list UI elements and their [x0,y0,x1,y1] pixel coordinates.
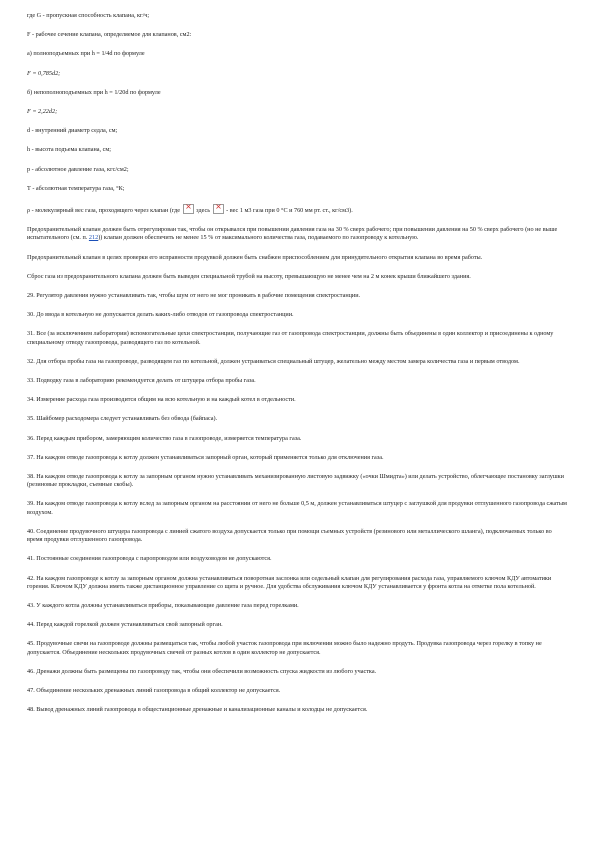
paragraph-39: 39. На каждом отводе газопровода к котлу вслед за запорным органом на расстоянии от него не больше 0,5 м, должен устанавливаться штуцер с заглушкой для продувки отглушенного газопровода сжатым воздухом. [27,500,567,516]
paragraph-37: 37. На каждом отводе газопровода к котлу должен устанавливаться запорный орган, который применяется только для отключения газа. [27,453,384,461]
paragraph-44: 44. Перед каждой горелкой должен устанавливаться свой запорный орган. [27,621,223,629]
def-b: б) непополноподъемных при h = 1/20d по формуле [27,88,161,96]
paragraph-30: 30. До ввода в котельную не допускается делать каких-либо отводов от газопровода спектростанции. [27,311,294,319]
paragraph-40: 40. Соединение продувочного штуцера газопровода с линией сжатого воздуха допускается только при помощи съемных устройств (резинового или металлического шланга), подключаемых только во время продувки отглушенного газопровода. [27,527,552,544]
paragraph-32: 32. Для отбора пробы газа на газопроводе, разводящем газ по котельной, должен устраиваться специальный штуцер, желательно между местом замера количества газа и первым отводом. [27,357,520,365]
document-page [27,12,567,725]
broken-image-icon [183,204,194,214]
broken-image-icon [213,204,224,214]
def-f: F - рабочее сечение клапана, определяемое для клапанов, см2: [27,31,192,39]
def-d: d - внутренний диаметр седла, см; [27,127,118,135]
def-p: р - абсолютное давление газа, кгс/см2; [27,165,129,173]
def-h: h - высота подъема клапана, см; [27,146,111,154]
paragraph-valve-setting: Предохранительный клапан должен быть отрегулирован так, чтобы он открывался при повышении давления газа на 30 % сверх рабочего; при повышении давления на 50 % сверх рабочего (но не выше испытательного (см. п. 212)) клапан должен обеспечить не менее 15 % от максимального количества газа, подаваемого по газопроводу к котельную. [27,226,558,242]
paragraph-34: 34. Измерение расхода газа производится общим на всю котельную и на каждый котел в отдельности. [27,396,296,404]
def-a: а) полноподъемных при h = 1/4d по формуле [27,50,145,58]
paragraph-47: 47. Объединение нескольких дренажных линий газопровода в общий коллектор не допускается. [27,686,281,694]
paragraph-42: 42. На каждом газопроводе к котлу за запорным органом должна устанавливаться поворотная заслонка или седельный клапан для регулирования расхода газа, управляемого ключом КДУ автоматики горения. Ключом КДУ должна иметь также дистанционное управление со щита и ручное. Для удобства обслуживания ключом КДУ устанавливается у фронта котла на отметке пола котельной. [27,574,552,590]
reference-link-212[interactable]: 212 [88,234,99,242]
paragraph-38: 38. На каждом отводе газопровода к котлу за запорным органом нужно устанавливать механизированную листовую задвижку («очки Шмидта») или делать устройство, облегчающее постановку заглушки (резиновые прокладки, съемные скобы). [27,473,564,489]
paragraph-valve-check: Предохранительный клапан в целях проверки его исправности продувкой должен быть снабжен приспособлением для принудительного открытия клапана во время работы. [27,253,483,261]
paragraph-46: 46. Дренажи должны быть размещены по газопроводу так, чтобы они обеспечили возможность спуска жидкости из любого участка. [27,667,377,675]
paragraph-valve-discharge: Сброс газа из предохранительного клапана должен быть выведен специальной трубой на высоту, превышающую не менее чем на 2 м конек крыши ближайшего здания. [27,272,471,280]
def-t: Т - абсолютная температура газа, °К; [27,184,125,192]
paragraph-31: 31. Все (за исключением лаборатории) вспомогательные цехи спектростанции, получающие газ от газопровода спектростанции, должны быть объединены в один коллектор и присоединены к одному специальному отводу газопровода, разводящего газ по котельной. [27,330,554,346]
paragraph-45: 45. Продувочные свечи на газопроводе должны размещаться так, чтобы любой участок газопровода при включении можно было надежно продуть. Продувка газопровода через горелку в топку не допускается. Объединение нескольких продувочных свечей от разных котлов в один коллектор не допускается. [27,640,542,656]
def-rho: ρ - молекулярный вес газа, проходящего через клапан (где × здесь × - вес 1 м3 газа при 0 °С и 760 мм рт. ст., кг/см3). [27,204,567,215]
paragraph-43: 43. У каждого котла должны устанавливаться приборы, показывающие давление газа перед горелками. [27,601,299,609]
paragraph-33: 33. Подводку газа в лабораторию рекомендуется делать от штуцера отбора пробы газа. [27,377,256,385]
paragraph-48: 48. Вывод дренажных линий газопровода в общестанционные дренажные и канализационные каналы и колодцы не допускается. [27,706,368,714]
paragraph-36: 36. Перед каждым прибором, замеряющим количество газа в газопроводе, измеряется температура газа. [27,434,302,442]
paragraph-35: 35. Шайбомер расходомера следует устанавливать без обвода (байпаса). [27,415,218,423]
paragraph-29: 29. Регулятор давления нужно устанавливать так, чтобы шум от него не мог проникать в рабочие помещения спектростанции. [27,292,361,300]
formula-a: F = 0,785d2; [27,69,61,77]
formula-b: F = 2,22d2; [27,108,58,116]
paragraph-41: 41. Постоянные соединения газопровода с паропроводом или воздуховодом не допускаются. [27,555,272,563]
def-g: где G - пропускная способность клапана, кг/ч; [27,12,150,19]
